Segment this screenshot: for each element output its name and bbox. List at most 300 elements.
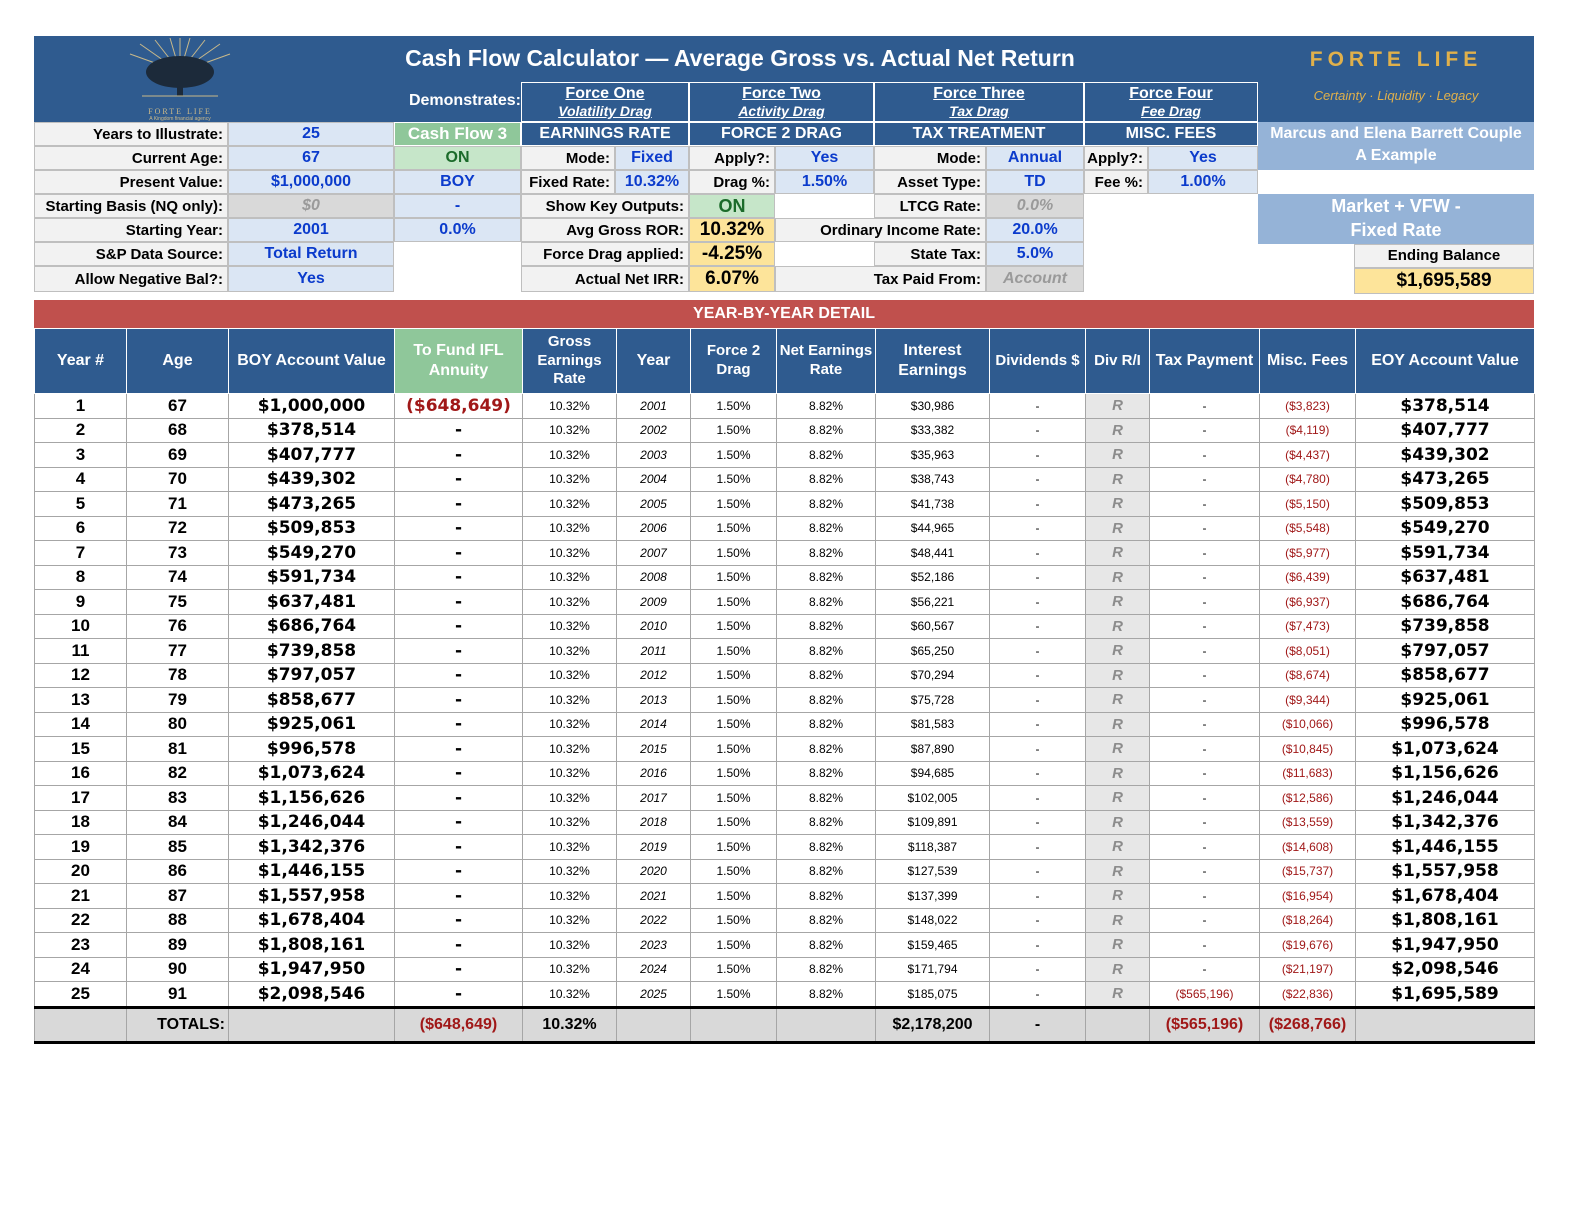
cell-eoy-value: $1,678,404 (1356, 884, 1535, 909)
cell-to-fund: - (395, 639, 523, 664)
cell-misc-fees: ($4,437) (1260, 443, 1356, 468)
cell-div-ri: R (1086, 712, 1150, 737)
earnings-rate[interactable]: 10.32% (615, 170, 689, 194)
cell-eoy-value: $1,246,044 (1356, 786, 1535, 811)
col-eoy-value: EOY Account Value (1356, 329, 1535, 394)
cell-dividends: - (990, 467, 1086, 492)
cell-div-ri: R (1086, 418, 1150, 443)
force-three-header (874, 82, 1084, 122)
totals-label: TOTALS: (127, 1007, 229, 1042)
cell-force2-drag: 1.50% (691, 810, 777, 835)
cell-misc-fees: ($6,439) (1260, 565, 1356, 590)
cell-boy-value: $797,057 (229, 663, 395, 688)
cell-force2-drag: 1.50% (691, 908, 777, 933)
totals-blank (1086, 1007, 1150, 1042)
cell-eoy-value: $1,695,589 (1356, 982, 1535, 1008)
cell-div-ri: R (1086, 786, 1150, 811)
cell-force2-drag: 1.50% (691, 614, 777, 639)
table-row (35, 443, 1535, 468)
cell-force2-drag: 1.50% (691, 786, 777, 811)
cell-interest: $159,465 (876, 933, 990, 958)
cell-boy-value: $1,678,404 (229, 908, 395, 933)
table-row (35, 761, 1535, 786)
cell-year-num: 14 (35, 712, 127, 737)
cell-dividends: - (990, 639, 1086, 664)
cell-net-rate: 8.82% (777, 810, 876, 835)
cell-eoy-value: $591,734 (1356, 541, 1535, 566)
fee-pct[interactable]: 1.00% (1148, 170, 1258, 194)
cell-age: 75 (127, 590, 229, 615)
cashflow-amount[interactable]: - (394, 194, 521, 218)
cell-year-num: 10 (35, 614, 127, 639)
cell-year-num: 12 (35, 663, 127, 688)
cell-to-fund: - (395, 516, 523, 541)
cell-eoy-value: $1,808,161 (1356, 908, 1535, 933)
force2-apply-label: Apply?: (689, 146, 775, 170)
tax-paid-from[interactable]: Account (986, 266, 1084, 292)
cell-gross-rate: 10.32% (523, 737, 617, 762)
demonstrates-label: Demonstrates: (408, 92, 521, 109)
cell-interest: $65,250 (876, 639, 990, 664)
cell-boy-value: $637,481 (229, 590, 395, 615)
cell-year-num: 6 (35, 516, 127, 541)
cell-interest: $30,986 (876, 394, 990, 419)
cell-interest: $48,441 (876, 541, 990, 566)
cell-year-num: 11 (35, 639, 127, 664)
cell-div-ri: R (1086, 394, 1150, 419)
cell-age: 91 (127, 982, 229, 1008)
cell-dividends: - (990, 884, 1086, 909)
cell-misc-fees: ($16,954) (1260, 884, 1356, 909)
table-row (35, 810, 1535, 835)
cell-eoy-value: $1,342,376 (1356, 810, 1535, 835)
cell-force2-drag: 1.50% (691, 859, 777, 884)
cell-force2-drag: 1.50% (691, 639, 777, 664)
cell-tax-payment: - (1150, 663, 1260, 688)
cell-age: 82 (127, 761, 229, 786)
cell-year: 2005 (617, 492, 691, 517)
pv-input[interactable]: $1,000,000 (228, 170, 394, 194)
cell-gross-rate: 10.32% (523, 908, 617, 933)
cell-to-fund: - (395, 565, 523, 590)
cell-interest: $109,891 (876, 810, 990, 835)
cell-interest: $118,387 (876, 835, 990, 860)
force-drag-value: -4.25% (689, 242, 775, 266)
cell-age: 89 (127, 933, 229, 958)
cell-misc-fees: ($18,264) (1260, 908, 1356, 933)
earnings-mode[interactable]: Fixed (615, 146, 689, 170)
col-misc-fees: Misc. Fees (1260, 329, 1356, 394)
cell-force2-drag: 1.50% (691, 590, 777, 615)
totals-blank (777, 1007, 876, 1042)
age-input[interactable]: 67 (228, 146, 394, 170)
totals-dividends: - (990, 1007, 1086, 1042)
force-three-title: Force Three (933, 85, 1025, 102)
cell-misc-fees: ($6,937) (1260, 590, 1356, 615)
totals-gross: 10.32% (523, 1007, 617, 1042)
cell-net-rate: 8.82% (777, 908, 876, 933)
table-row (35, 418, 1535, 443)
cell-force2-drag: 1.50% (691, 982, 777, 1008)
cell-boy-value: $509,853 (229, 516, 395, 541)
cell-tax-payment: - (1150, 516, 1260, 541)
tax-paid-label: Tax Paid From: (775, 266, 986, 292)
cell-eoy-value: $1,156,626 (1356, 761, 1535, 786)
cashflow-pct[interactable]: 0.0% (394, 218, 521, 242)
cell-dividends: - (990, 516, 1086, 541)
totals-fund: ($648,649) (395, 1007, 523, 1042)
tax-mode[interactable]: Annual (986, 146, 1084, 170)
cell-gross-rate: 10.32% (523, 614, 617, 639)
cell-tax-payment: - (1150, 688, 1260, 713)
cell-year-num: 18 (35, 810, 127, 835)
fee-pct-label: Fee %: (1084, 170, 1148, 194)
cell-dividends: - (990, 835, 1086, 860)
cell-year-num: 4 (35, 467, 127, 492)
cashflow-on[interactable]: ON (394, 146, 521, 170)
cell-interest: $35,963 (876, 443, 990, 468)
cell-tax-payment: - (1150, 394, 1260, 419)
cell-age: 74 (127, 565, 229, 590)
cell-div-ri: R (1086, 835, 1150, 860)
cell-gross-rate: 10.32% (523, 443, 617, 468)
cell-net-rate: 8.82% (777, 957, 876, 982)
cell-boy-value: $996,578 (229, 737, 395, 762)
cell-misc-fees: ($9,344) (1260, 688, 1356, 713)
cell-year: 2015 (617, 737, 691, 762)
cell-gross-rate: 10.32% (523, 688, 617, 713)
cell-gross-rate: 10.32% (523, 786, 617, 811)
cell-net-rate: 8.82% (777, 835, 876, 860)
totals-blank (691, 1007, 777, 1042)
cell-to-fund: - (395, 835, 523, 860)
table-row (35, 614, 1535, 639)
cell-gross-rate: 10.32% (523, 394, 617, 419)
cell-eoy-value: $509,853 (1356, 492, 1535, 517)
totals-fees: ($268,766) (1260, 1007, 1356, 1042)
cell-net-rate: 8.82% (777, 443, 876, 468)
cell-misc-fees: ($15,737) (1260, 859, 1356, 884)
force2-apply[interactable]: Yes (775, 146, 874, 170)
cell-gross-rate: 10.32% (523, 810, 617, 835)
cell-year: 2011 (617, 639, 691, 664)
cell-net-rate: 8.82% (777, 884, 876, 909)
cell-misc-fees: ($10,845) (1260, 737, 1356, 762)
force2-header: FORCE 2 DRAG (689, 122, 874, 146)
cell-year-num: 3 (35, 443, 127, 468)
basis-input[interactable]: $0 (228, 194, 394, 218)
table-row (35, 516, 1535, 541)
force-two-header (689, 82, 874, 122)
cell-year: 2022 (617, 908, 691, 933)
cell-tax-payment: - (1150, 835, 1260, 860)
cell-misc-fees: ($5,977) (1260, 541, 1356, 566)
cell-force2-drag: 1.50% (691, 418, 777, 443)
cell-boy-value: $1,808,161 (229, 933, 395, 958)
cell-gross-rate: 10.32% (523, 712, 617, 737)
cell-dividends: - (990, 565, 1086, 590)
net-irr-value: 6.07% (689, 266, 775, 292)
cell-misc-fees: ($7,473) (1260, 614, 1356, 639)
cell-year-num: 23 (35, 933, 127, 958)
table-row (35, 467, 1535, 492)
cell-to-fund: - (395, 590, 523, 615)
totals-blank (35, 1007, 127, 1042)
table-row (35, 639, 1535, 664)
cell-to-fund: - (395, 933, 523, 958)
cell-boy-value: $1,246,044 (229, 810, 395, 835)
cell-to-fund: - (395, 443, 523, 468)
cell-gross-rate: 10.32% (523, 418, 617, 443)
cell-net-rate: 8.82% (777, 565, 876, 590)
force-two-title: Force Two (742, 85, 821, 102)
cell-age: 67 (127, 394, 229, 419)
asset-type[interactable]: TD (986, 170, 1084, 194)
detail-table (34, 328, 1535, 1044)
force-one-title: Force One (565, 85, 645, 102)
cell-year-num: 2 (35, 418, 127, 443)
cell-to-fund: - (395, 688, 523, 713)
cell-force2-drag: 1.50% (691, 492, 777, 517)
cell-div-ri: R (1086, 614, 1150, 639)
col-boy-value: BOY Account Value (229, 329, 395, 394)
force-four-header (1084, 82, 1258, 122)
cell-interest: $60,567 (876, 614, 990, 639)
cell-boy-value: $1,446,155 (229, 859, 395, 884)
ordinary-rate[interactable]: 20.0% (986, 218, 1084, 242)
cell-to-fund: - (395, 982, 523, 1008)
logo (120, 38, 240, 122)
cell-year: 2010 (617, 614, 691, 639)
fees-apply[interactable]: Yes (1148, 146, 1258, 170)
cell-force2-drag: 1.50% (691, 443, 777, 468)
cell-interest: $137,399 (876, 884, 990, 909)
cell-boy-value: $739,858 (229, 639, 395, 664)
page-title: Cash Flow Calculator — Average Gross vs. Actual Net Return (405, 45, 1075, 71)
cell-gross-rate: 10.32% (523, 516, 617, 541)
cell-dividends: - (990, 688, 1086, 713)
cell-net-rate: 8.82% (777, 541, 876, 566)
brand-panel (1258, 36, 1534, 122)
force-drag-label: Force Drag applied: (521, 242, 689, 266)
force2-drag[interactable]: 1.50% (775, 170, 874, 194)
cell-eoy-value: $686,764 (1356, 590, 1535, 615)
cell-div-ri: R (1086, 590, 1150, 615)
cell-net-rate: 8.82% (777, 933, 876, 958)
cell-div-ri: R (1086, 467, 1150, 492)
cell-boy-value: $1,947,950 (229, 957, 395, 982)
cell-boy-value: $686,764 (229, 614, 395, 639)
cell-interest: $148,022 (876, 908, 990, 933)
cell-dividends: - (990, 810, 1086, 835)
cell-to-fund: ($648,649) (395, 394, 523, 419)
cell-interest: $75,728 (876, 688, 990, 713)
start-year-label: Starting Year: (34, 218, 228, 242)
cell-year: 2003 (617, 443, 691, 468)
years-label: Years to Illustrate: (34, 122, 228, 146)
col-div-ri: Div R/I (1086, 329, 1150, 394)
cell-age: 88 (127, 908, 229, 933)
fees-apply-label: Apply?: (1084, 146, 1148, 170)
totals-blank (1356, 1007, 1535, 1042)
force-three-sub: Tax Drag (949, 103, 1009, 119)
cell-misc-fees: ($11,683) (1260, 761, 1356, 786)
table-row (35, 663, 1535, 688)
cell-div-ri: R (1086, 516, 1150, 541)
cell-dividends: - (990, 859, 1086, 884)
cell-to-fund: - (395, 957, 523, 982)
show-outputs-value[interactable]: ON (689, 194, 775, 218)
cell-gross-rate: 10.32% (523, 565, 617, 590)
cell-age: 83 (127, 786, 229, 811)
cell-gross-rate: 10.32% (523, 957, 617, 982)
cell-to-fund: - (395, 884, 523, 909)
table-row (35, 908, 1535, 933)
cell-interest: $41,738 (876, 492, 990, 517)
cell-dividends: - (990, 786, 1086, 811)
cell-interest: $52,186 (876, 565, 990, 590)
cell-interest: $70,294 (876, 663, 990, 688)
cell-misc-fees: ($5,548) (1260, 516, 1356, 541)
cell-year: 2008 (617, 565, 691, 590)
cell-gross-rate: 10.32% (523, 761, 617, 786)
cell-div-ri: R (1086, 639, 1150, 664)
cell-eoy-value: $1,557,958 (1356, 859, 1535, 884)
cell-gross-rate: 10.32% (523, 541, 617, 566)
cell-tax-payment: - (1150, 614, 1260, 639)
cell-force2-drag: 1.50% (691, 394, 777, 419)
scenario-line1: Market + VFW - (1331, 196, 1461, 216)
cell-dividends: - (990, 590, 1086, 615)
cell-div-ri: R (1086, 908, 1150, 933)
totals-blank (229, 1007, 395, 1042)
cell-net-rate: 8.82% (777, 786, 876, 811)
cell-year-num: 16 (35, 761, 127, 786)
table-row (35, 394, 1535, 419)
table-row (35, 786, 1535, 811)
cell-force2-drag: 1.50% (691, 737, 777, 762)
state-tax[interactable]: 5.0% (986, 242, 1084, 266)
earnings-mode-label: Mode: (521, 146, 615, 170)
years-input[interactable]: 25 (228, 122, 394, 146)
totals-tax: ($565,196) (1150, 1007, 1260, 1042)
logo-text: FORTE LIFE (148, 107, 212, 116)
ltcg-rate[interactable]: 0.0% (986, 194, 1084, 218)
cashflow-timing[interactable]: BOY (394, 170, 521, 194)
cell-tax-payment: - (1150, 933, 1260, 958)
col-age: Age (127, 329, 229, 394)
cell-misc-fees: ($8,674) (1260, 663, 1356, 688)
cell-boy-value: $378,514 (229, 418, 395, 443)
cell-year: 2016 (617, 761, 691, 786)
cell-dividends: - (990, 761, 1086, 786)
tax-mode-label: Mode: (874, 146, 986, 170)
cell-interest: $127,539 (876, 859, 990, 884)
cell-force2-drag: 1.50% (691, 761, 777, 786)
totals-blank (617, 1007, 691, 1042)
cell-eoy-value: $996,578 (1356, 712, 1535, 737)
cell-dividends: - (990, 394, 1086, 419)
cell-to-fund: - (395, 418, 523, 443)
cell-year: 2009 (617, 590, 691, 615)
cell-age: 69 (127, 443, 229, 468)
cell-dividends: - (990, 712, 1086, 737)
cell-year: 2012 (617, 663, 691, 688)
cell-to-fund: - (395, 467, 523, 492)
cell-year: 2002 (617, 418, 691, 443)
avg-ror-label: Avg Gross ROR: (521, 218, 689, 242)
cell-year: 2001 (617, 394, 691, 419)
cell-force2-drag: 1.50% (691, 541, 777, 566)
cell-boy-value: $473,265 (229, 492, 395, 517)
cell-net-rate: 8.82% (777, 492, 876, 517)
logo-subtext: A Kingdom financial agency (149, 116, 211, 122)
cell-eoy-value: $637,481 (1356, 565, 1535, 590)
cell-dividends: - (990, 737, 1086, 762)
detail-header-row (35, 329, 1535, 394)
col-interest: Interest Earnings (876, 329, 990, 394)
cell-interest: $81,583 (876, 712, 990, 737)
cell-force2-drag: 1.50% (691, 516, 777, 541)
cell-to-fund: - (395, 859, 523, 884)
cell-misc-fees: ($4,780) (1260, 467, 1356, 492)
avg-ror-value: 10.32% (689, 218, 775, 242)
cell-net-rate: 8.82% (777, 590, 876, 615)
cell-gross-rate: 10.32% (523, 663, 617, 688)
cell-misc-fees: ($10,066) (1260, 712, 1356, 737)
cell-boy-value: $858,677 (229, 688, 395, 713)
cell-net-rate: 8.82% (777, 418, 876, 443)
cell-age: 79 (127, 688, 229, 713)
force-four-sub: Fee Drag (1141, 103, 1201, 119)
start-year-input[interactable]: 2001 (228, 218, 394, 242)
cell-to-fund: - (395, 614, 523, 639)
cell-interest: $38,743 (876, 467, 990, 492)
totals-row (35, 1007, 1535, 1042)
cell-year-num: 5 (35, 492, 127, 517)
cell-force2-drag: 1.50% (691, 884, 777, 909)
cell-year: 2019 (617, 835, 691, 860)
table-row (35, 737, 1535, 762)
cell-to-fund: - (395, 663, 523, 688)
sp-input[interactable]: Total Return (228, 242, 394, 266)
cell-boy-value: $1,000,000 (229, 394, 395, 419)
cell-tax-payment: - (1150, 565, 1260, 590)
col-year-num: Year # (35, 329, 127, 394)
client-subtitle: A Example (1355, 147, 1437, 164)
cell-force2-drag: 1.50% (691, 835, 777, 860)
cell-force2-drag: 1.50% (691, 933, 777, 958)
cell-gross-rate: 10.32% (523, 492, 617, 517)
cell-net-rate: 8.82% (777, 712, 876, 737)
cell-force2-drag: 1.50% (691, 712, 777, 737)
cell-to-fund: - (395, 761, 523, 786)
asset-type-label: Asset Type: (874, 170, 986, 194)
cell-misc-fees: ($13,559) (1260, 810, 1356, 835)
cell-age: 73 (127, 541, 229, 566)
tax-header: TAX TREATMENT (874, 122, 1084, 146)
force-one-header (521, 82, 689, 122)
cell-eoy-value: $1,947,950 (1356, 933, 1535, 958)
cell-to-fund: - (395, 492, 523, 517)
col-force2-drag: Force 2 Drag (691, 329, 777, 394)
cell-misc-fees: ($4,119) (1260, 418, 1356, 443)
cell-div-ri: R (1086, 761, 1150, 786)
neg-input[interactable]: Yes (228, 266, 394, 292)
cell-dividends: - (990, 614, 1086, 639)
cell-gross-rate: 10.32% (523, 982, 617, 1008)
cell-boy-value: $2,098,546 (229, 982, 395, 1008)
